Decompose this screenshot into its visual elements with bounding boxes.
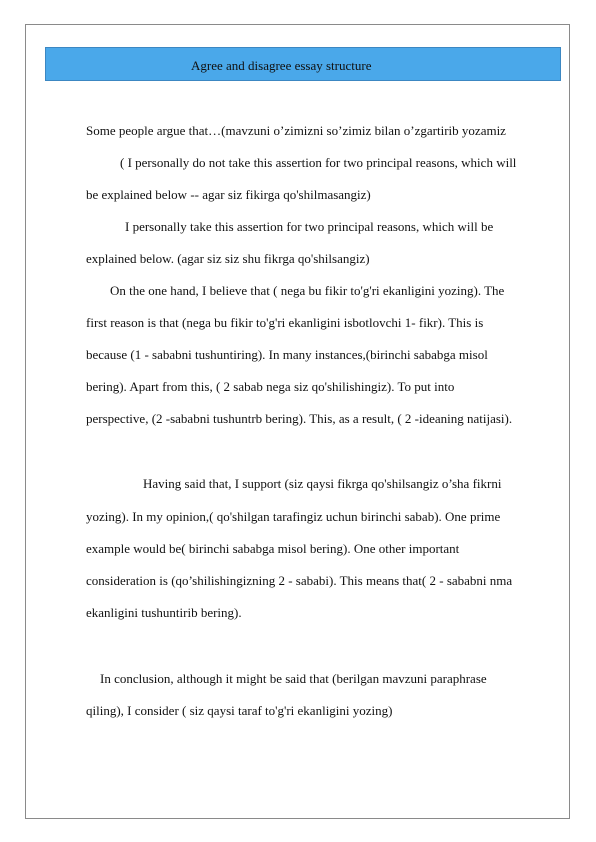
- essay-line: I personally take this assertion for two principal reasons, which will be: [125, 219, 494, 234]
- document-title: Agree and disagree essay structure: [191, 58, 372, 73]
- essay-line: In conclusion, although it might be said that (berilgan mavzuni paraphrase: [100, 671, 487, 686]
- essay-line: first reason is that (nega bu fikir to'g'ri ekanligini isbotlovchi 1- fikr). This is: [86, 315, 484, 330]
- essay-line: perspective, (2 -sababni tushuntrb bering). This, as a result, ( 2 -ideaning natijasi).: [86, 411, 513, 426]
- essay-line: because (1 - sababni tushuntiring). In many instances,(birinchi sababga misol: [86, 347, 488, 362]
- essay-line: consideration is (qo’shilishingizning 2 - sababi). This means that( 2 - sababni nma: [86, 573, 513, 588]
- essay-line: be explained below -- agar siz fikirga qo'shilmasangiz): [86, 187, 371, 202]
- essay-line: bering). Apart from this, ( 2 sabab nega siz qo'shilishingiz). To put into: [86, 379, 455, 394]
- essay-line: yozing). In my opinion,( qo'shilgan tarafingiz uchun birinchi sabab). One prime: [86, 509, 501, 524]
- essay-line: Some people argue that…(mavzuni o’zimizni so’zimiz bilan o’zgartirib yozamiz: [86, 123, 506, 138]
- essay-line: Having said that, I support (siz qaysi fikrga qo'shilsangiz o’sha fikrni: [143, 476, 502, 491]
- essay-line: explained below. (agar siz siz shu fikrga qo'shilsangiz): [86, 251, 370, 266]
- essay-line: ekanligini tushuntirib bering).: [86, 605, 242, 620]
- essay-line: qiling), I consider ( siz qaysi taraf to'g'ri ekanligini yozing): [86, 703, 393, 718]
- essay-line: ( I personally do not take this assertion for two principal reasons, which will: [120, 155, 517, 170]
- essay-line: On the one hand, I believe that ( nega bu fikir to'g'ri ekanligini yozing). The: [110, 283, 505, 298]
- title-banner: [45, 47, 561, 81]
- essay-line: example would be( birinchi sababga misol bering). One other important: [86, 541, 460, 556]
